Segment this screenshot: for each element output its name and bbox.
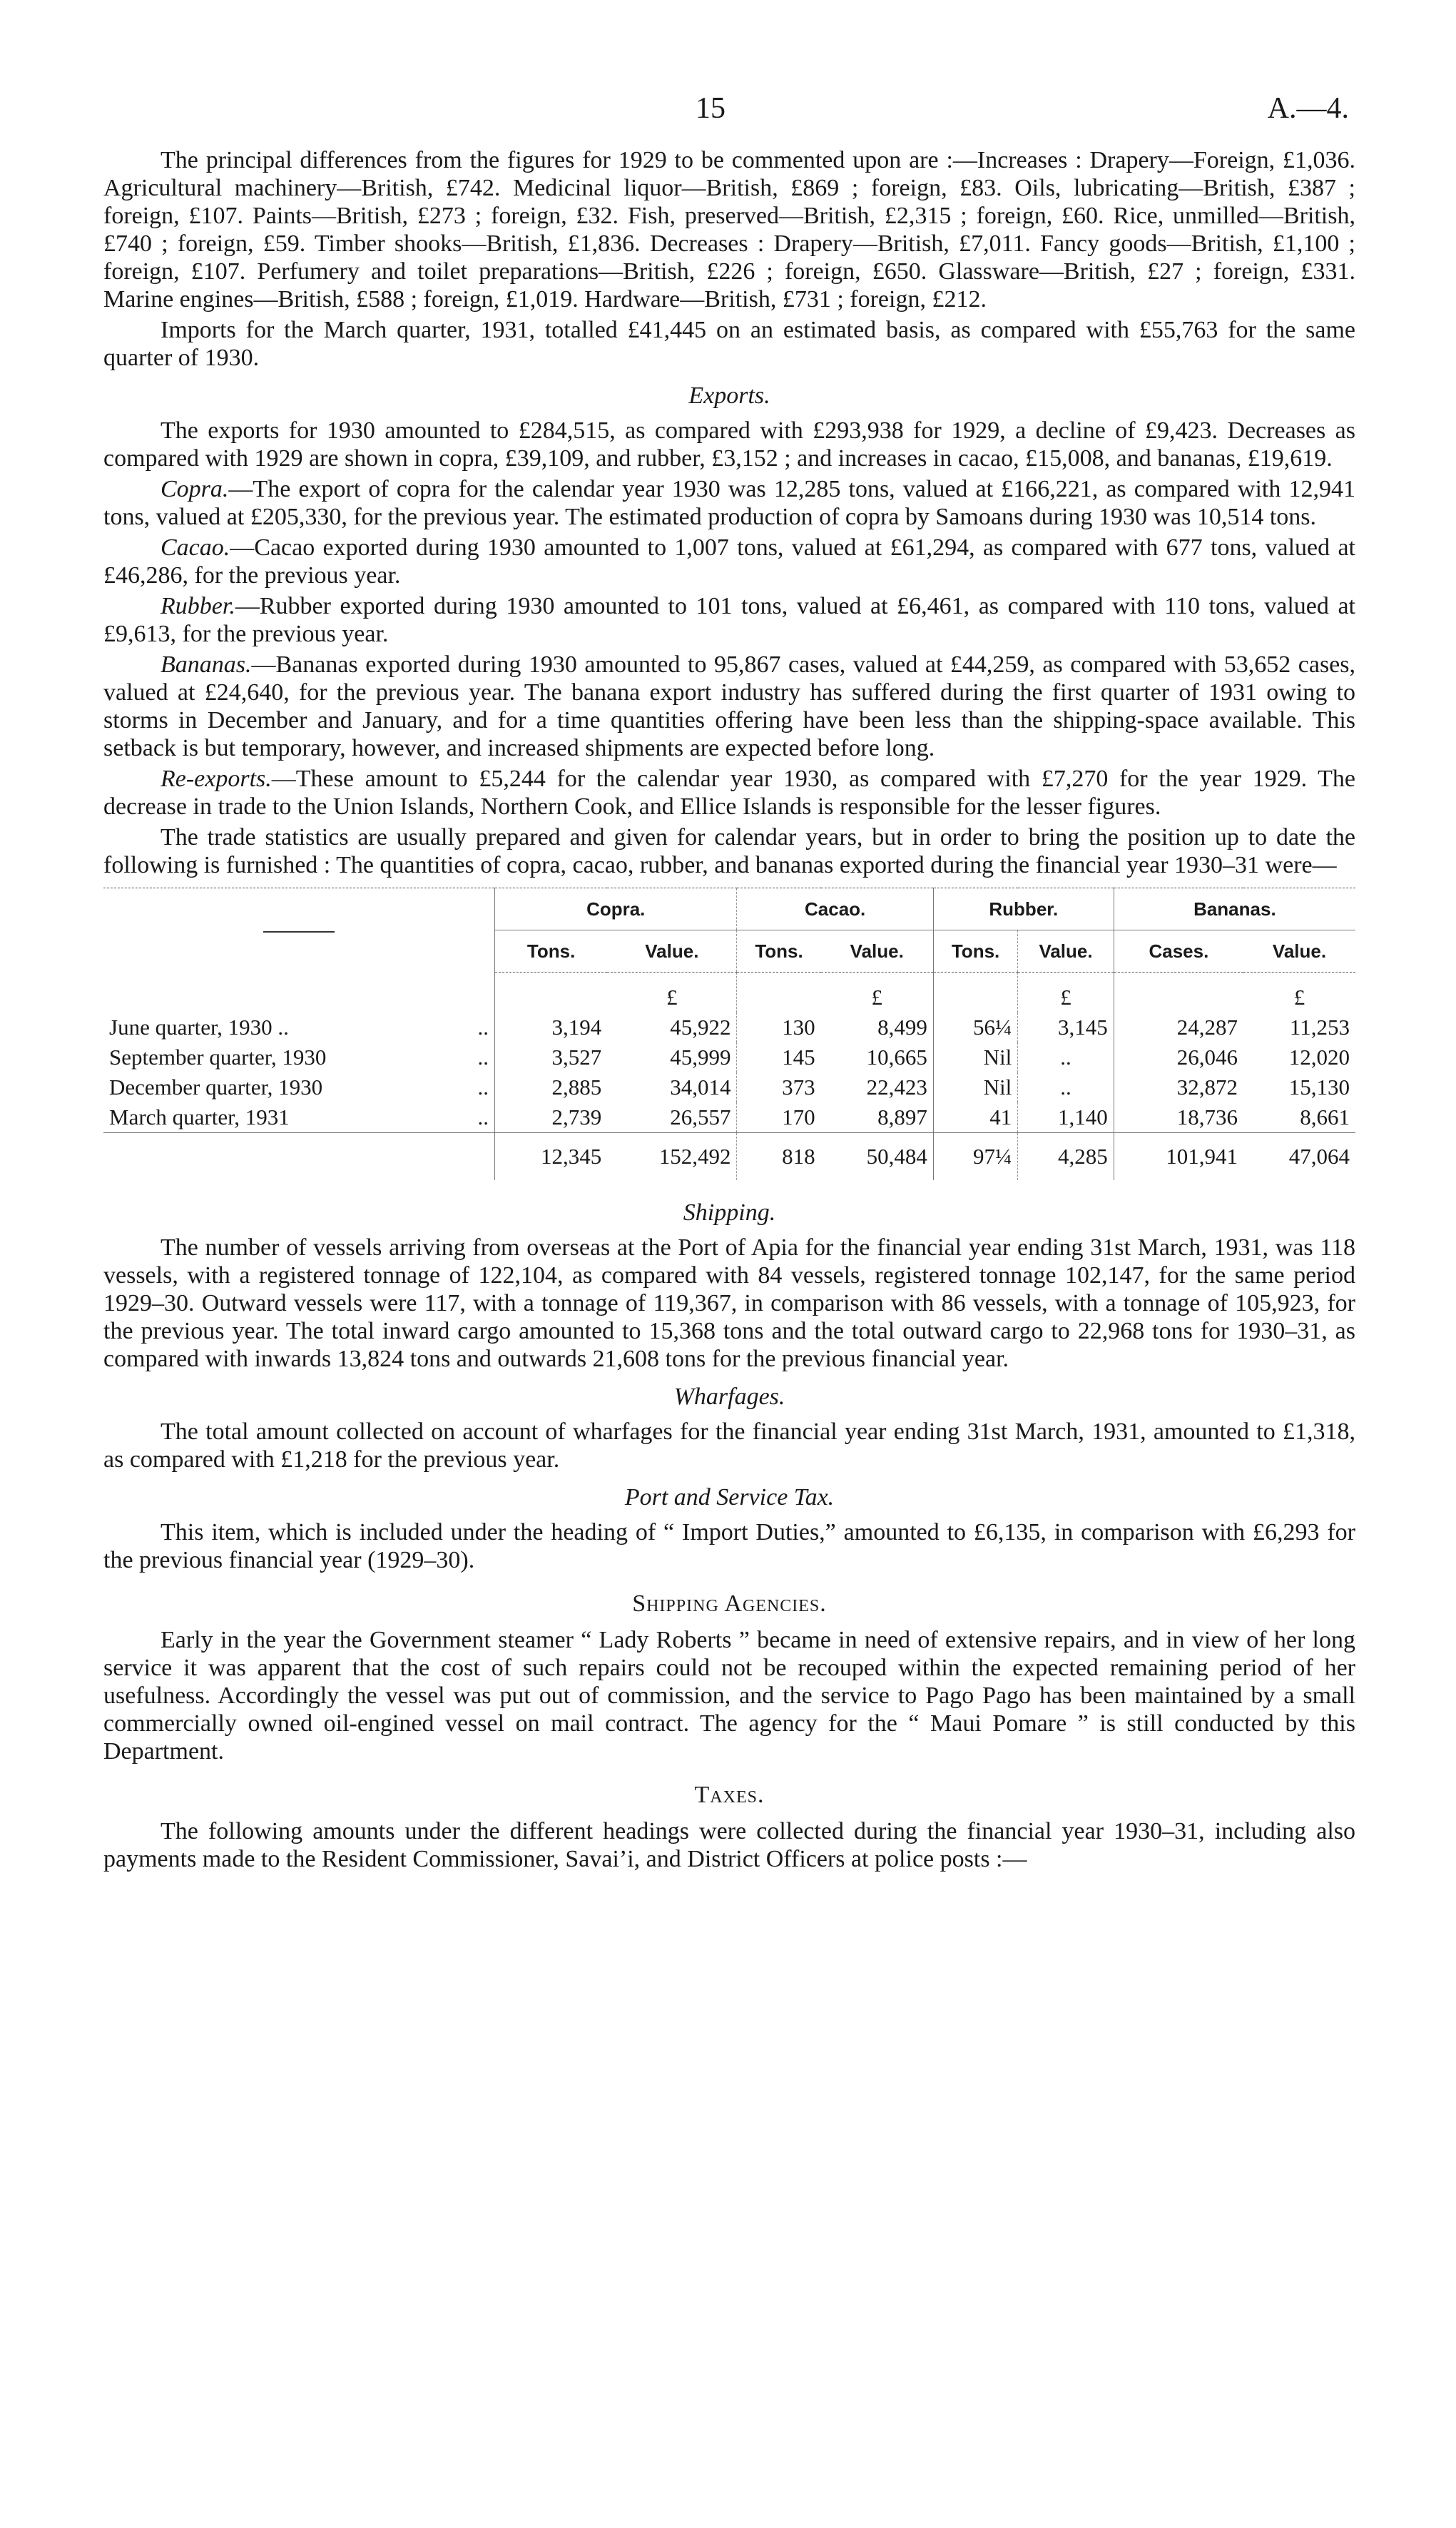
- total-cacao-value: 50,484: [821, 1133, 934, 1181]
- banana-value: 12,020: [1288, 1045, 1350, 1070]
- rubber-value: ..: [1018, 1042, 1114, 1072]
- rubber-tons: 56¼: [933, 1012, 1017, 1042]
- banana-cases: 26,046: [1114, 1042, 1243, 1072]
- document-reference: A.—4.: [1267, 92, 1349, 125]
- banana-cases: 18,736: [1114, 1102, 1243, 1133]
- group-cacao: Cacao.: [737, 888, 933, 930]
- row-dots: ..: [477, 1015, 489, 1040]
- subhead-copra-tons: Tons.: [495, 930, 608, 973]
- cacao-tons: 130: [737, 1012, 821, 1042]
- total-rubber-value: 4,285: [1018, 1133, 1114, 1181]
- rubber-lead: Rubber.: [161, 593, 235, 619]
- copra-value: 45,999: [670, 1045, 731, 1070]
- cacao-tons: 170: [737, 1102, 821, 1133]
- copra-tons: 2,885: [495, 1072, 608, 1102]
- copra-value: 26,557: [670, 1105, 731, 1130]
- rubber-value: 3,145: [1018, 1012, 1114, 1042]
- table-row: [103, 1042, 1355, 1072]
- subhead-rubber-value: Value.: [1018, 930, 1114, 973]
- paragraph-imports-march: Imports for the March quarter, 1931, totalled £41,445 on an estimated basis, as compared with £55,763 for the same quarter of 1930.: [103, 317, 1355, 371]
- paragraph-exports-1930: The exports for 1930 amounted to £284,515, as compared with £293,938 for 1929, a decline of £9,423. Decreases as compared with 1929 are shown in copra, £39,109, and rubber, £3,152 ; and increases in cacao, £15,008, and bananas, £19,619.: [103, 417, 1355, 472]
- row-dots: ..: [477, 1045, 489, 1070]
- copra-text: —The export of copra for the calendar year 1930 was 12,285 tons, valued at £166,221, as compared with 12,941 tons, valued at £205,330, for the previous year. The estimated production of copra by Samoans during 1930 was 10,514 tons.: [103, 476, 1355, 530]
- paragraph-copra: [103, 475, 1355, 531]
- cacao-value: 10,665: [866, 1045, 927, 1070]
- banana-cases: 24,287: [1114, 1012, 1243, 1042]
- table-row: [103, 1012, 1355, 1042]
- total-rubber-tons: 97¼: [933, 1133, 1017, 1181]
- exports-table: [103, 888, 1355, 1180]
- copra-tons: 2,739: [495, 1102, 608, 1133]
- rubber-value: 1,140: [1018, 1102, 1114, 1133]
- subhead-copra-value: Value.: [607, 930, 737, 973]
- subhead-rubber-tons: Tons.: [933, 930, 1017, 973]
- row-label: March quarter, 1931: [109, 1105, 290, 1130]
- currency-row: [103, 973, 1355, 1013]
- rubber-tons: Nil: [933, 1072, 1017, 1102]
- copra-value: 45,922: [670, 1015, 731, 1040]
- paragraph-taxes: The following amounts under the different headings were collected during the financial year 1930–31, including also payments made to the Resident Commissioner, Savai’i, and District Officers at police posts :—: [103, 1818, 1355, 1872]
- paragraph-shipping: The number of vessels arriving from overseas at the Port of Apia for the financial year ending 31st March, 1931, was 118 vessels, with a registered tonnage of 122,104, as compared with 84 vessels, registered tonnage 102,147, for the same period 1929–30. Outward vessels were 117, with a tonnage of 119,367, in comparison with 86 vessels, with a tonnage of 105,923, for the previous year. The total inward cargo amounted to 15,368 tons and the total outward cargo to 22,968 tons for 1930–31, as compared with inwards 13,824 tons and outwards 21,608 tons for the previous financial year.: [103, 1234, 1355, 1372]
- page-number: 15: [696, 92, 726, 125]
- paragraph-bananas: [103, 651, 1355, 762]
- group-copra: Copra.: [495, 888, 737, 930]
- subhead-cacao-value: Value.: [821, 930, 934, 973]
- table-row: [103, 1072, 1355, 1102]
- rubber-tons: 41: [933, 1102, 1017, 1133]
- currency-cacao: £: [871, 985, 882, 1010]
- subhead-banana-cases: Cases.: [1114, 930, 1243, 973]
- subhead-banana-value: Value.: [1243, 930, 1355, 973]
- reexports-lead: Re-exports.: [161, 766, 272, 792]
- exports-table-corner: [103, 888, 495, 973]
- subhead-cacao-tons: Tons.: [737, 930, 821, 973]
- cacao-text: —Cacao exported during 1930 amounted to 1,007 tons, valued at £61,294, as compared with 677 tons, valued at £46,286, for the previous year.: [103, 534, 1355, 589]
- heading-wharfages: Wharfages.: [673, 1384, 785, 1410]
- paragraph-shipping-agencies: Early in the year the Government steamer “ Lady Roberts ” became in need of extensive repairs, and in view of her long service it was apparent that the cost of such repairs could not be recouped within the expected remaining period of her usefulness. Accordingly the vessel was put out of commission, and the service to Pago Pago has been maintained by a small commercially owned oil-engined vessel on mail contract. The agency for the “ Maui Pomare ” is still conducted by this Department.: [103, 1627, 1355, 1765]
- copra-value: 34,014: [670, 1075, 731, 1100]
- total-copra-value: 152,492: [607, 1133, 737, 1181]
- row-label: June quarter, 1930 ..: [109, 1015, 289, 1040]
- copra-tons: 3,194: [495, 1012, 608, 1042]
- heading-shipping-agencies: Shipping Agencies.: [632, 1590, 827, 1617]
- group-bananas: Bananas.: [1114, 888, 1355, 930]
- bananas-lead: Bananas.: [161, 651, 252, 678]
- total-banana-value: 47,064: [1243, 1133, 1355, 1181]
- row-dots: ..: [477, 1105, 489, 1130]
- copra-tons: 3,527: [495, 1042, 608, 1072]
- heading-exports: Exports.: [688, 382, 770, 409]
- banana-value: 15,130: [1288, 1075, 1350, 1100]
- rubber-text: —Rubber exported during 1930 amounted to 101 tons, valued at £6,461, as compared with 110 tons, valued at £9,613, for the previous year.: [103, 593, 1355, 647]
- cacao-value: 8,897: [877, 1105, 927, 1130]
- rubber-value: ..: [1018, 1072, 1114, 1102]
- currency-rubber: £: [1018, 973, 1114, 1013]
- totals-row: [103, 1133, 1355, 1181]
- cacao-lead: Cacao.: [161, 534, 230, 561]
- paragraph-trade-stats: The trade statistics are usually prepared and given for calendar years, but in order to bring the position up to date the following is furnished : The quantities of copra, cacao, rubber, and bananas exported during the financial year 1930–31 were—: [103, 824, 1355, 878]
- banana-cases: 32,872: [1114, 1072, 1243, 1102]
- exports-table-group-header: [103, 888, 1355, 930]
- paragraph-port-service-tax: This item, which is included under the heading of “ Import Duties,” amounted to £6,135, in comparison with £6,293 for the previous financial year (1929–30).: [103, 1519, 1355, 1573]
- currency-bananas: £: [1293, 985, 1305, 1010]
- row-label: December quarter, 1930: [109, 1075, 323, 1100]
- paragraph-wharfages: The total amount collected on account of wharfages for the financial year ending 31st March, 1931, amounted to £1,318, as compared with £1,218 for the previous year.: [103, 1418, 1355, 1473]
- banana-value: 11,253: [1289, 1015, 1350, 1040]
- heading-shipping: Shipping.: [683, 1199, 776, 1226]
- cacao-value: 8,499: [877, 1015, 927, 1040]
- paragraph-differences: The principal differences from the figures for 1929 to be commented upon are :—Increases : Drapery—Foreign, £1,036. Agricultural machinery—British, £742. Medicinal liquor—British, £869 ; foreign, £83. Oils, lubricating—British, £387 ; foreign, £107. Paints—British, £273 ; foreign, £32. Fish, preserved—British, £2,315 ; foreign, £60. Rice, unmilled—British, £740 ; foreign, £59. Timber shooks—British, £1,836. Decreases : Drapery—British, £7,011. Fancy goods—British, £1,100 ; foreign, £107. Perfumery and toilet preparations—British, £226 ; foreign, £650. Glassware—British, £27 ; foreign, £331. Marine engines—British, £588 ; foreign, £1,019. Hardware—British, £731 ; foreign, £212.: [103, 147, 1355, 313]
- rubber-tons: Nil: [933, 1042, 1017, 1072]
- row-dots: ..: [477, 1075, 489, 1100]
- paragraph-cacao: [103, 534, 1355, 589]
- row-label: September quarter, 1930: [109, 1045, 327, 1070]
- page-header: [0, 91, 1456, 134]
- banana-value: 8,661: [1300, 1105, 1350, 1130]
- cacao-tons: 145: [737, 1042, 821, 1072]
- paragraph-reexports: [103, 765, 1355, 821]
- corner-dash: [263, 931, 335, 933]
- total-banana-cases: 101,941: [1114, 1133, 1243, 1181]
- table-row: [103, 1102, 1355, 1133]
- reexports-text: —These amount to £5,244 for the calendar year 1930, as compared with £7,270 for the year 1929. The decrease in trade to the Union Islands, Northern Cook, and Ellice Islands is responsible for the lesser figures.: [103, 766, 1355, 820]
- total-cacao-tons: 818: [737, 1133, 821, 1181]
- bananas-text: —Bananas exported during 1930 amounted to 95,867 cases, valued at £44,259, as compared with 53,652 cases, valued at £24,640, for the previous year. The banana export industry has suffered during the first quarter of 1931 owing to storms in December and January, and for a time quantities offering have been less than the shipping-space available. This setback is but temporary, however, and increased shipments are expected before long.: [103, 651, 1355, 761]
- copra-lead: Copra.: [161, 476, 229, 502]
- heading-port-service-tax: Port and Service Tax.: [624, 1484, 835, 1511]
- cacao-value: 22,423: [866, 1075, 927, 1100]
- heading-taxes: Taxes.: [694, 1782, 765, 1808]
- paragraph-rubber: [103, 592, 1355, 648]
- total-copra-tons: 12,345: [495, 1133, 608, 1181]
- cacao-tons: 373: [737, 1072, 821, 1102]
- page-body: [103, 146, 1355, 1876]
- group-rubber: Rubber.: [933, 888, 1114, 930]
- currency-copra: £: [666, 985, 678, 1010]
